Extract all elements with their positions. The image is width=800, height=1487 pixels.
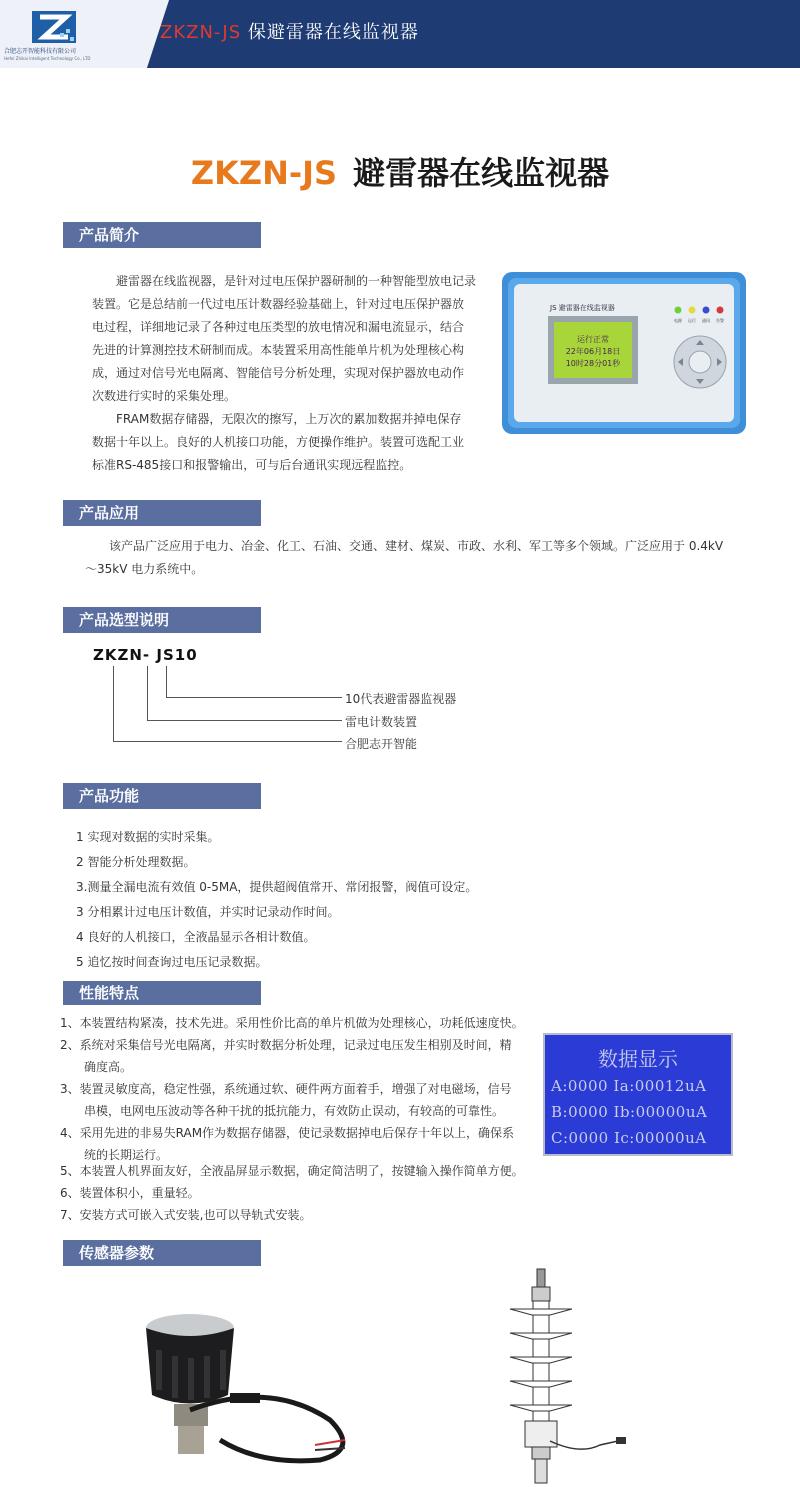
title-model: ZKZN-JS bbox=[190, 154, 338, 192]
performance-line: 统的长期运行。 bbox=[60, 1148, 169, 1162]
function-item: 4 良好的人机接口，全液晶显示各相计数值。 bbox=[76, 930, 316, 944]
banner-model: ZKZN-JS bbox=[160, 22, 242, 43]
application-line: 该产品广泛应用于电力、冶金、化工、石油、交通、建材、煤炭、市政、水利、军工等多个领域。广泛应用于 0.4kV bbox=[85, 539, 724, 553]
device-panel-title: JS 避雷器在线监视器 bbox=[550, 304, 615, 312]
device-led-label-alarm: 告警 bbox=[716, 318, 724, 323]
model-label-company: 合肥志开智能 bbox=[345, 737, 418, 751]
lcd-title: 数据显示 bbox=[598, 1047, 678, 1071]
performance-line: 4、采用先进的非易失RAM作为数据存储器，使记录数据掉电后保存十年以上，确保系 bbox=[60, 1126, 515, 1140]
model-label-type: 10代表避雷器监视器 bbox=[345, 692, 457, 706]
sensor-photo bbox=[130, 1300, 370, 1480]
lcd-row-c: C:0000 Ic:00000uA bbox=[551, 1129, 707, 1147]
section-header-functions: 产品功能 bbox=[63, 783, 261, 809]
lcd-display bbox=[543, 1033, 733, 1156]
intro-line: 电过程，详细地记录了各种过电压类型的放电情况和漏电流显示，结合 bbox=[92, 320, 465, 334]
banner-product-name: 保避雷器在线监视器 bbox=[247, 22, 419, 43]
performance-item bbox=[60, 1012, 542, 1034]
company-name-en: Hefei Zhikai Intelligent Technology Co., LTD bbox=[4, 56, 91, 61]
function-item: 3.测量全漏电流有效值 0-5MA，提供超阀值常开、常闭报警，阀值可设定。 bbox=[76, 880, 478, 894]
application-paragraph bbox=[85, 535, 775, 581]
performance-line: 6、装置体积小，重量轻。 bbox=[60, 1186, 200, 1200]
intro-line: 数据十年以上。良好的人机接口功能，方便操作维护。装置可选配工业 bbox=[92, 435, 465, 449]
performance-item bbox=[60, 1078, 542, 1122]
performance-line: 5、本装置人机界面友好，全液晶屏显示数据，确定简洁明了，按键输入操作简单方便。 bbox=[60, 1164, 524, 1178]
intro-line: 先进的计算测控技术研制而成。本装置采用高性能单片机为处理核心构 bbox=[92, 343, 465, 357]
application-line: ～35kV 电力系统中。 bbox=[85, 562, 204, 576]
performance-line: 确度高。 bbox=[60, 1060, 133, 1074]
performance-line: 3、装置灵敏度高，稳定性强，系统通过软、硬件两方面着手，增强了对电磁场，信号 bbox=[60, 1082, 512, 1096]
model-diagram-line bbox=[113, 741, 342, 742]
performance-line: 1、本装置结构紧凑，技术先进。采用性价比高的单片机做为处理核心，功耗低速度快。 bbox=[60, 1016, 524, 1030]
performance-line: 2、系统对采集信号光电隔离，并实时数据分析处理，记录过电压发生相别及时间，精 bbox=[60, 1038, 512, 1052]
intro-paragraph-1 bbox=[92, 270, 502, 477]
intro-line: 成，通过对信号光电隔离、智能信号分析处理，实现对保护器放电动作 bbox=[92, 366, 465, 380]
company-logo-icon bbox=[30, 7, 78, 47]
device-screen-line-2: 22年06月18日 bbox=[565, 347, 621, 356]
model-diagram-line bbox=[147, 720, 342, 721]
intro-line: FRAM数据存储器，无限次的擦写，上万次的累加数据并掉电保存 bbox=[92, 412, 462, 426]
intro-line: 装置。它是总结前一代过电压计数器经验基础上，针对过电压保护器放 bbox=[92, 297, 465, 311]
model-diagram-line bbox=[147, 666, 148, 721]
device-photo bbox=[500, 268, 748, 438]
section-header-intro: 产品简介 bbox=[63, 222, 261, 248]
section-header-performance: 性能特点 bbox=[63, 981, 261, 1005]
company-name: 合肥志开智能科技有限公司 bbox=[4, 48, 77, 55]
performance-item bbox=[60, 1160, 542, 1182]
device-led-comm bbox=[703, 307, 710, 314]
page-title bbox=[0, 148, 800, 194]
device-led-label-run: 运行 bbox=[688, 318, 696, 323]
function-item: 5 追忆按时间查询过电压记录数据。 bbox=[76, 955, 268, 969]
function-item: 2 智能分析处理数据。 bbox=[76, 855, 196, 869]
section-header-sensor: 传感器参数 bbox=[63, 1240, 261, 1266]
lcd-row-a: A:0000 Ia:00012uA bbox=[551, 1077, 707, 1095]
intro-line: 标准RS-485接口和报警输出，可与后台通讯实现远程监控。 bbox=[92, 458, 412, 472]
device-led-power bbox=[675, 307, 682, 314]
function-item: 3 分相累计过电压计数值，并实时记录动作时间。 bbox=[76, 905, 340, 919]
model-diagram-line bbox=[113, 666, 114, 742]
device-led-label-comm: 通讯 bbox=[702, 318, 710, 323]
function-item: 1 实现对数据的实时采集。 bbox=[76, 830, 220, 844]
performance-line: 7、安装方式可嵌入式安装,也可以导轨式安装。 bbox=[60, 1208, 312, 1222]
model-code: ZKZN- JS10 bbox=[93, 646, 198, 664]
device-screen-line-1: 运行正常 bbox=[577, 335, 609, 344]
device-led-alarm bbox=[717, 307, 724, 314]
arrester-drawing bbox=[490, 1265, 630, 1487]
model-diagram-line bbox=[166, 697, 342, 698]
model-label-counter: 雷电计数装置 bbox=[345, 715, 418, 729]
device-led-label-power: 电源 bbox=[674, 318, 682, 323]
performance-item bbox=[60, 1204, 542, 1226]
performance-line: 串模，电网电压波动等各种干扰的抵抗能力，有效防止误动，有较高的可靠性。 bbox=[60, 1104, 505, 1118]
intro-line: 次数进行实时的采集处理。 bbox=[92, 389, 237, 403]
banner-title bbox=[160, 18, 419, 44]
lcd-row-b: B:0000 Ib:00000uA bbox=[551, 1103, 708, 1121]
section-header-application: 产品应用 bbox=[63, 500, 261, 526]
performance-item bbox=[60, 1034, 542, 1078]
model-diagram-line bbox=[166, 666, 167, 698]
intro-line: 避雷器在线监视器，是针对过电压保护器研制的一种智能型放电记录 bbox=[92, 274, 477, 288]
performance-item bbox=[60, 1182, 542, 1204]
device-screen-line-3: 10时28分01秒 bbox=[565, 359, 621, 368]
title-name: 避雷器在线监视器 bbox=[353, 154, 610, 192]
section-header-selection: 产品选型说明 bbox=[63, 607, 261, 633]
device-led-run bbox=[689, 307, 696, 314]
